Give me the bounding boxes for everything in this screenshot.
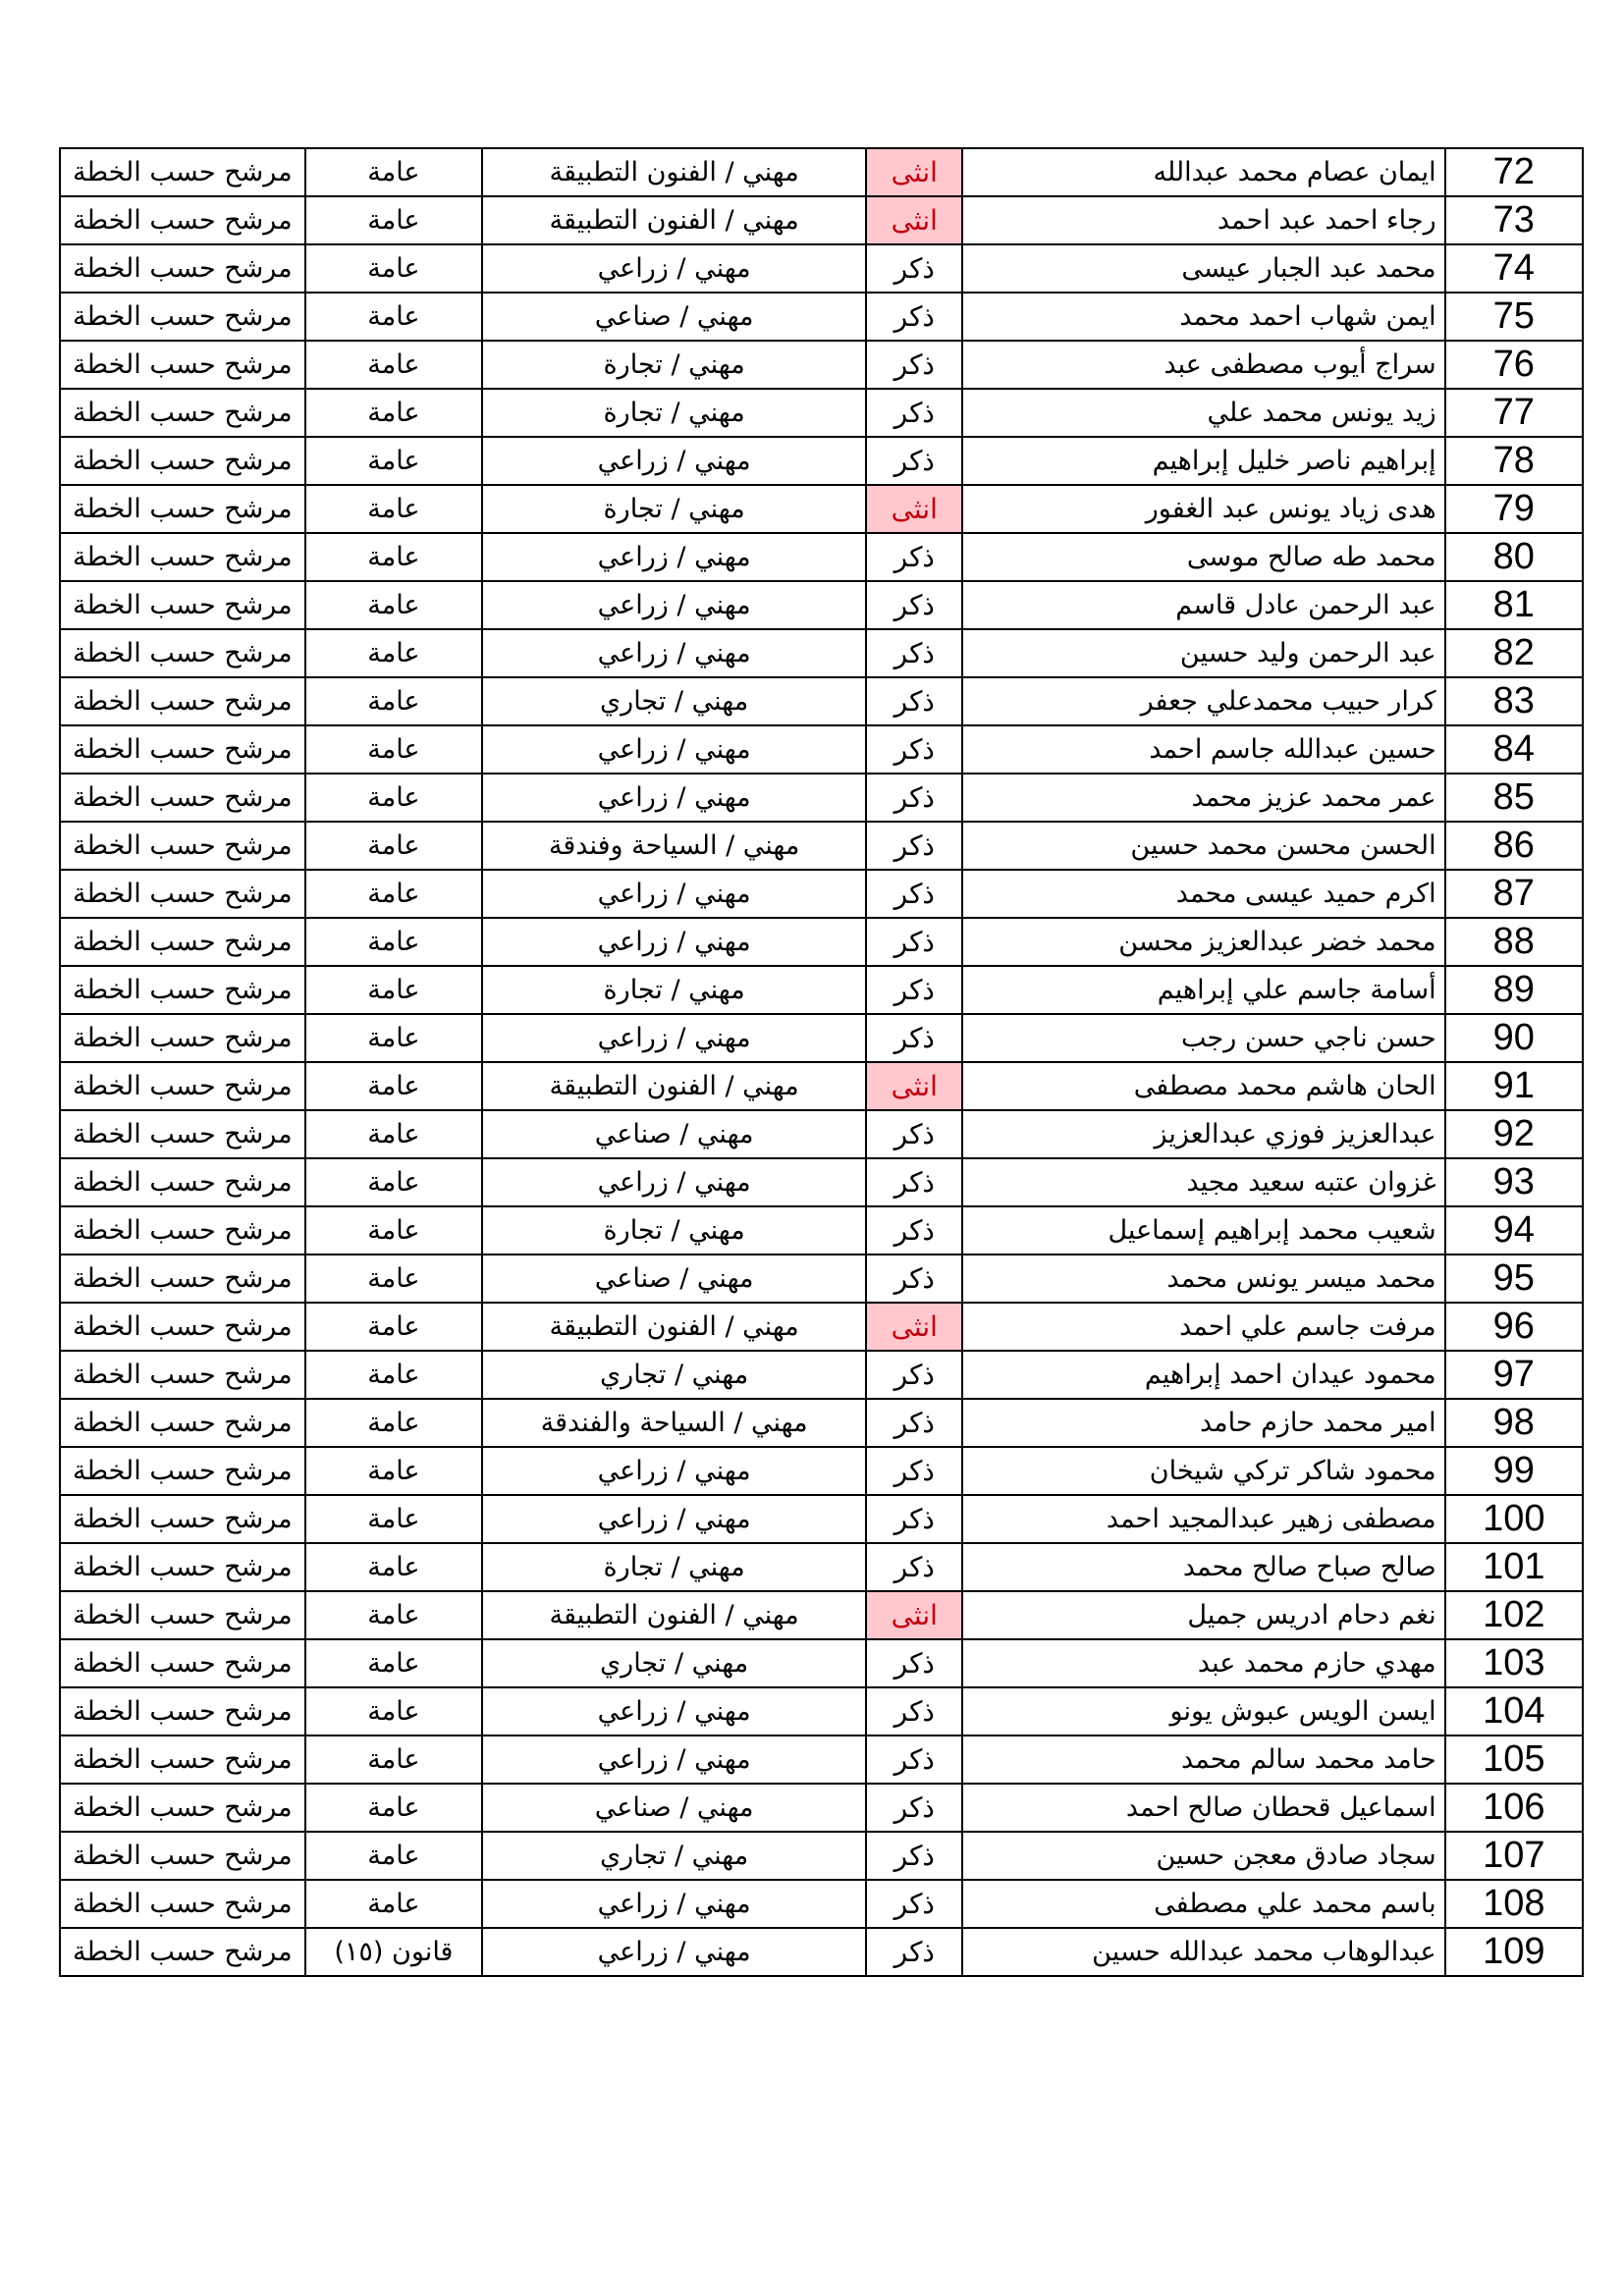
gender-cell: انثى <box>866 485 962 533</box>
student-name: الحان هاشم محمد مصطفى <box>962 1062 1444 1110</box>
status-cell: مرشح حسب الخطة <box>60 244 305 293</box>
gender-cell: ذكر <box>866 581 962 629</box>
status-cell: مرشح حسب الخطة <box>60 774 305 822</box>
student-name: زيد يونس محمد علي <box>962 389 1444 437</box>
table-row <box>60 1303 1583 1351</box>
branch-cell: مهني / الفنون التطبيقة <box>482 1591 866 1639</box>
student-name: ايمن شهاب احمد محمد <box>962 293 1444 341</box>
student-name: عبدالوهاب محمد عبدالله حسين <box>962 1928 1444 1976</box>
row-number: 105 <box>1445 1735 1583 1784</box>
table-row <box>60 918 1583 966</box>
gender-cell: انثى <box>866 196 962 244</box>
admission-type-cell: عامة <box>305 293 482 341</box>
student-name: امير محمد حازم حامد <box>962 1399 1444 1447</box>
table-row <box>60 389 1583 437</box>
gender-cell: ذكر <box>866 1206 962 1255</box>
table-row <box>60 822 1583 870</box>
admission-type-cell: عامة <box>305 966 482 1014</box>
row-number: 95 <box>1445 1255 1583 1303</box>
table-row <box>60 774 1583 822</box>
gender-cell: ذكر <box>866 1928 962 1976</box>
admission-type-cell: عامة <box>305 725 482 774</box>
status-cell: مرشح حسب الخطة <box>60 196 305 244</box>
row-number: 72 <box>1445 148 1583 196</box>
branch-cell: مهني / زراعي <box>482 1928 866 1976</box>
branch-cell: مهني / زراعي <box>482 244 866 293</box>
admission-type-cell: عامة <box>305 389 482 437</box>
row-number: 104 <box>1445 1687 1583 1735</box>
row-number: 82 <box>1445 629 1583 677</box>
student-name: الحسن محسن محمد حسين <box>962 822 1444 870</box>
admission-type-cell: عامة <box>305 870 482 918</box>
student-name: حامد محمد سالم محمد <box>962 1735 1444 1784</box>
student-name: غزوان عتبه سعيد مجيد <box>962 1158 1444 1206</box>
gender-cell: ذكر <box>866 1784 962 1832</box>
student-name: صالح صباح صالح محمد <box>962 1543 1444 1591</box>
admission-type-cell: عامة <box>305 1303 482 1351</box>
student-name: كرار حبيب محمدعلي جعفر <box>962 677 1444 725</box>
status-cell: مرشح حسب الخطة <box>60 341 305 389</box>
admission-type-cell: عامة <box>305 1687 482 1735</box>
gender-cell: ذكر <box>866 1543 962 1591</box>
student-name: عمر محمد عزيز محمد <box>962 774 1444 822</box>
status-cell: مرشح حسب الخطة <box>60 1447 305 1495</box>
student-name: عبد الرحمن عادل قاسم <box>962 581 1444 629</box>
status-cell: مرشح حسب الخطة <box>60 1110 305 1158</box>
gender-cell: ذكر <box>866 1351 962 1399</box>
row-number: 103 <box>1445 1639 1583 1687</box>
table-row <box>60 581 1583 629</box>
student-name: مصطفى زهير عبدالمجيد احمد <box>962 1495 1444 1543</box>
table-row <box>60 1591 1583 1639</box>
admission-type-cell: عامة <box>305 533 482 581</box>
branch-cell: مهني / زراعي <box>482 437 866 485</box>
gender-cell: انثى <box>866 148 962 196</box>
table-row <box>60 437 1583 485</box>
row-number: 85 <box>1445 774 1583 822</box>
branch-cell: مهني / صناعي <box>482 293 866 341</box>
admission-type-cell: عامة <box>305 437 482 485</box>
branch-cell: مهني / تجارة <box>482 966 866 1014</box>
row-number: 100 <box>1445 1495 1583 1543</box>
gender-cell: ذكر <box>866 1880 962 1928</box>
branch-cell: مهني / تجارة <box>482 485 866 533</box>
gender-cell: ذكر <box>866 677 962 725</box>
admission-type-cell: عامة <box>305 1447 482 1495</box>
branch-cell: مهني / زراعي <box>482 581 866 629</box>
student-name: محمد طه صالح موسى <box>962 533 1444 581</box>
student-name: باسم محمد علي مصطفى <box>962 1880 1444 1928</box>
branch-cell: مهني / تجارة <box>482 389 866 437</box>
table-row <box>60 1206 1583 1255</box>
table-row <box>60 1255 1583 1303</box>
table-row <box>60 293 1583 341</box>
branch-cell: مهني / تجارة <box>482 1543 866 1591</box>
row-number: 84 <box>1445 725 1583 774</box>
row-number: 94 <box>1445 1206 1583 1255</box>
gender-cell: ذكر <box>866 725 962 774</box>
gender-cell: ذكر <box>866 1014 962 1062</box>
student-name: محمود عيدان احمد إبراهيم <box>962 1351 1444 1399</box>
branch-cell: مهني / الفنون التطبيقة <box>482 196 866 244</box>
admission-type-cell: عامة <box>305 1735 482 1784</box>
gender-cell: انثى <box>866 1591 962 1639</box>
status-cell: مرشح حسب الخطة <box>60 581 305 629</box>
admission-type-cell: عامة <box>305 1639 482 1687</box>
status-cell: مرشح حسب الخطة <box>60 1639 305 1687</box>
gender-cell: ذكر <box>866 1495 962 1543</box>
gender-cell: ذكر <box>866 870 962 918</box>
status-cell: مرشح حسب الخطة <box>60 293 305 341</box>
status-cell: مرشح حسب الخطة <box>60 1206 305 1255</box>
branch-cell: مهني / الفنون التطبيقة <box>482 1303 866 1351</box>
gender-cell: ذكر <box>866 1447 962 1495</box>
table-row <box>60 1687 1583 1735</box>
admission-type-cell: عامة <box>305 918 482 966</box>
status-cell: مرشح حسب الخطة <box>60 918 305 966</box>
gender-cell: ذكر <box>866 1399 962 1447</box>
row-number: 96 <box>1445 1303 1583 1351</box>
table-row <box>60 1399 1583 1447</box>
status-cell: مرشح حسب الخطة <box>60 1543 305 1591</box>
admission-type-cell: عامة <box>305 1784 482 1832</box>
student-name: شعيب محمد إبراهيم إسماعيل <box>962 1206 1444 1255</box>
status-cell: مرشح حسب الخطة <box>60 1928 305 1976</box>
row-number: 80 <box>1445 533 1583 581</box>
status-cell: مرشح حسب الخطة <box>60 1495 305 1543</box>
student-name: ايمان عصام محمد عبدالله <box>962 148 1444 196</box>
gender-cell: ذكر <box>866 822 962 870</box>
admission-type-cell: عامة <box>305 485 482 533</box>
status-cell: مرشح حسب الخطة <box>60 1880 305 1928</box>
gender-cell: ذكر <box>866 966 962 1014</box>
branch-cell: مهني / زراعي <box>482 1735 866 1784</box>
student-name: محمد ميسر يونس محمد <box>962 1255 1444 1303</box>
table-row <box>60 196 1583 244</box>
status-cell: مرشح حسب الخطة <box>60 822 305 870</box>
row-number: 88 <box>1445 918 1583 966</box>
branch-cell: مهني / زراعي <box>482 533 866 581</box>
branch-cell: مهني / زراعي <box>482 918 866 966</box>
admission-type-cell: قانون (١٥) <box>305 1928 482 1976</box>
status-cell: مرشح حسب الخطة <box>60 533 305 581</box>
row-number: 73 <box>1445 196 1583 244</box>
row-number: 83 <box>1445 677 1583 725</box>
status-cell: مرشح حسب الخطة <box>60 148 305 196</box>
branch-cell: مهني / صناعي <box>482 1110 866 1158</box>
status-cell: مرشح حسب الخطة <box>60 1399 305 1447</box>
table-row <box>60 533 1583 581</box>
branch-cell: مهني / صناعي <box>482 1784 866 1832</box>
gender-cell: ذكر <box>866 1255 962 1303</box>
row-number: 106 <box>1445 1784 1583 1832</box>
table-row <box>60 1495 1583 1543</box>
table-row <box>60 1158 1583 1206</box>
branch-cell: مهني / تجاري <box>482 677 866 725</box>
admission-type-cell: عامة <box>305 1014 482 1062</box>
gender-cell: ذكر <box>866 1639 962 1687</box>
gender-cell: ذكر <box>866 389 962 437</box>
row-number: 98 <box>1445 1399 1583 1447</box>
table-row <box>60 1062 1583 1110</box>
row-number: 90 <box>1445 1014 1583 1062</box>
gender-cell: ذكر <box>866 293 962 341</box>
admission-type-cell: عامة <box>305 244 482 293</box>
status-cell: مرشح حسب الخطة <box>60 1735 305 1784</box>
gender-cell: انثى <box>866 1062 962 1110</box>
row-number: 86 <box>1445 822 1583 870</box>
gender-cell: ذكر <box>866 918 962 966</box>
student-name: رجاء احمد عبد احمد <box>962 196 1444 244</box>
results-table-body <box>60 148 1583 1976</box>
student-name: حسن ناجي حسن رجب <box>962 1014 1444 1062</box>
branch-cell: مهني / السياحة والفندقة <box>482 1399 866 1447</box>
student-name: ايسن الويس عبوش يونو <box>962 1687 1444 1735</box>
row-number: 76 <box>1445 341 1583 389</box>
branch-cell: مهني / تجارة <box>482 1206 866 1255</box>
student-name: إبراهيم ناصر خليل إبراهيم <box>962 437 1444 485</box>
gender-cell: ذكر <box>866 629 962 677</box>
status-cell: مرشح حسب الخطة <box>60 1014 305 1062</box>
admission-type-cell: عامة <box>305 629 482 677</box>
table-row <box>60 1735 1583 1784</box>
gender-cell: ذكر <box>866 1110 962 1158</box>
student-name: عبد الرحمن وليد حسين <box>962 629 1444 677</box>
table-row <box>60 341 1583 389</box>
row-number: 91 <box>1445 1062 1583 1110</box>
gender-cell: ذكر <box>866 341 962 389</box>
row-number: 108 <box>1445 1880 1583 1928</box>
status-cell: مرشح حسب الخطة <box>60 437 305 485</box>
branch-cell: مهني / الفنون التطبيقة <box>482 1062 866 1110</box>
student-name: حسين عبدالله جاسم احمد <box>962 725 1444 774</box>
branch-cell: مهني / زراعي <box>482 1880 866 1928</box>
table-row <box>60 485 1583 533</box>
branch-cell: مهني / تجارة <box>482 341 866 389</box>
table-row <box>60 1351 1583 1399</box>
admission-type-cell: عامة <box>305 1351 482 1399</box>
table-row <box>60 1832 1583 1880</box>
admission-type-cell: عامة <box>305 1880 482 1928</box>
table-row <box>60 1784 1583 1832</box>
status-cell: مرشح حسب الخطة <box>60 870 305 918</box>
row-number: 92 <box>1445 1110 1583 1158</box>
admission-type-cell: عامة <box>305 1110 482 1158</box>
table-row <box>60 629 1583 677</box>
status-cell: مرشح حسب الخطة <box>60 1303 305 1351</box>
branch-cell: مهني / الفنون التطبيقة <box>482 148 866 196</box>
gender-cell: ذكر <box>866 1735 962 1784</box>
branch-cell: مهني / زراعي <box>482 1014 866 1062</box>
branch-cell: مهني / السياحة وفندقة <box>482 822 866 870</box>
branch-cell: مهني / زراعي <box>482 1447 866 1495</box>
branch-cell: مهني / صناعي <box>482 1255 866 1303</box>
student-name: سجاد صادق معجن حسين <box>962 1832 1444 1880</box>
gender-cell: ذكر <box>866 774 962 822</box>
table-row <box>60 1639 1583 1687</box>
row-number: 102 <box>1445 1591 1583 1639</box>
branch-cell: مهني / زراعي <box>482 725 866 774</box>
branch-cell: مهني / زراعي <box>482 629 866 677</box>
table-row <box>60 148 1583 196</box>
table-row <box>60 1014 1583 1062</box>
branch-cell: مهني / تجاري <box>482 1351 866 1399</box>
student-name: محمد خضر عبدالعزيز محسن <box>962 918 1444 966</box>
gender-cell: ذكر <box>866 1158 962 1206</box>
row-number: 99 <box>1445 1447 1583 1495</box>
status-cell: مرشح حسب الخطة <box>60 1687 305 1735</box>
row-number: 78 <box>1445 437 1583 485</box>
admission-type-cell: عامة <box>305 1206 482 1255</box>
row-number: 74 <box>1445 244 1583 293</box>
student-name: أسامة جاسم علي إبراهيم <box>962 966 1444 1014</box>
table-row <box>60 1110 1583 1158</box>
admission-type-cell: عامة <box>305 1495 482 1543</box>
table-row <box>60 1928 1583 1976</box>
results-table <box>59 147 1584 1977</box>
student-name: مهدي حازم محمد عبد <box>962 1639 1444 1687</box>
admission-type-cell: عامة <box>305 1543 482 1591</box>
status-cell: مرشح حسب الخطة <box>60 1062 305 1110</box>
status-cell: مرشح حسب الخطة <box>60 1255 305 1303</box>
status-cell: مرشح حسب الخطة <box>60 629 305 677</box>
admission-type-cell: عامة <box>305 581 482 629</box>
student-name: هدى زياد يونس عبد الغفور <box>962 485 1444 533</box>
gender-cell: ذكر <box>866 533 962 581</box>
admission-type-cell: عامة <box>305 822 482 870</box>
branch-cell: مهني / تجاري <box>482 1639 866 1687</box>
student-name: نغم دحام ادريس جميل <box>962 1591 1444 1639</box>
admission-type-cell: عامة <box>305 1591 482 1639</box>
status-cell: مرشح حسب الخطة <box>60 966 305 1014</box>
student-name: سراج أيوب مصطفى عبد <box>962 341 1444 389</box>
row-number: 79 <box>1445 485 1583 533</box>
admission-type-cell: عامة <box>305 148 482 196</box>
row-number: 75 <box>1445 293 1583 341</box>
admission-type-cell: عامة <box>305 774 482 822</box>
status-cell: مرشح حسب الخطة <box>60 389 305 437</box>
row-number: 109 <box>1445 1928 1583 1976</box>
row-number: 77 <box>1445 389 1583 437</box>
admission-type-cell: عامة <box>305 1832 482 1880</box>
table-row <box>60 725 1583 774</box>
status-cell: مرشح حسب الخطة <box>60 1591 305 1639</box>
status-cell: مرشح حسب الخطة <box>60 677 305 725</box>
row-number: 101 <box>1445 1543 1583 1591</box>
branch-cell: مهني / تجاري <box>482 1832 866 1880</box>
admission-type-cell: عامة <box>305 1158 482 1206</box>
student-name: محمود شاكر تركي شيخان <box>962 1447 1444 1495</box>
student-name: اسماعيل قحطان صالح احمد <box>962 1784 1444 1832</box>
gender-cell: ذكر <box>866 1687 962 1735</box>
branch-cell: مهني / زراعي <box>482 1687 866 1735</box>
gender-cell: ذكر <box>866 1832 962 1880</box>
branch-cell: مهني / زراعي <box>482 870 866 918</box>
status-cell: مرشح حسب الخطة <box>60 1351 305 1399</box>
student-name: اكرم حميد عيسى محمد <box>962 870 1444 918</box>
student-name: محمد عبد الجبار عيسى <box>962 244 1444 293</box>
admission-type-cell: عامة <box>305 1255 482 1303</box>
admission-type-cell: عامة <box>305 341 482 389</box>
row-number: 93 <box>1445 1158 1583 1206</box>
admission-type-cell: عامة <box>305 1399 482 1447</box>
gender-cell: ذكر <box>866 437 962 485</box>
student-name: عبدالعزيز فوزي عبدالعزيز <box>962 1110 1444 1158</box>
row-number: 107 <box>1445 1832 1583 1880</box>
row-number: 89 <box>1445 966 1583 1014</box>
table-row <box>60 966 1583 1014</box>
table-row <box>60 244 1583 293</box>
table-row <box>60 870 1583 918</box>
row-number: 97 <box>1445 1351 1583 1399</box>
branch-cell: مهني / زراعي <box>482 774 866 822</box>
gender-cell: ذكر <box>866 244 962 293</box>
status-cell: مرشح حسب الخطة <box>60 485 305 533</box>
row-number: 81 <box>1445 581 1583 629</box>
table-row <box>60 1447 1583 1495</box>
table-row <box>60 677 1583 725</box>
table-row <box>60 1880 1583 1928</box>
admission-type-cell: عامة <box>305 1062 482 1110</box>
admission-type-cell: عامة <box>305 677 482 725</box>
status-cell: مرشح حسب الخطة <box>60 1832 305 1880</box>
status-cell: مرشح حسب الخطة <box>60 1158 305 1206</box>
branch-cell: مهني / زراعي <box>482 1495 866 1543</box>
row-number: 87 <box>1445 870 1583 918</box>
status-cell: مرشح حسب الخطة <box>60 725 305 774</box>
status-cell: مرشح حسب الخطة <box>60 1784 305 1832</box>
branch-cell: مهني / زراعي <box>482 1158 866 1206</box>
admission-type-cell: عامة <box>305 196 482 244</box>
table-row <box>60 1543 1583 1591</box>
student-name: مرفت جاسم علي احمد <box>962 1303 1444 1351</box>
gender-cell: انثى <box>866 1303 962 1351</box>
